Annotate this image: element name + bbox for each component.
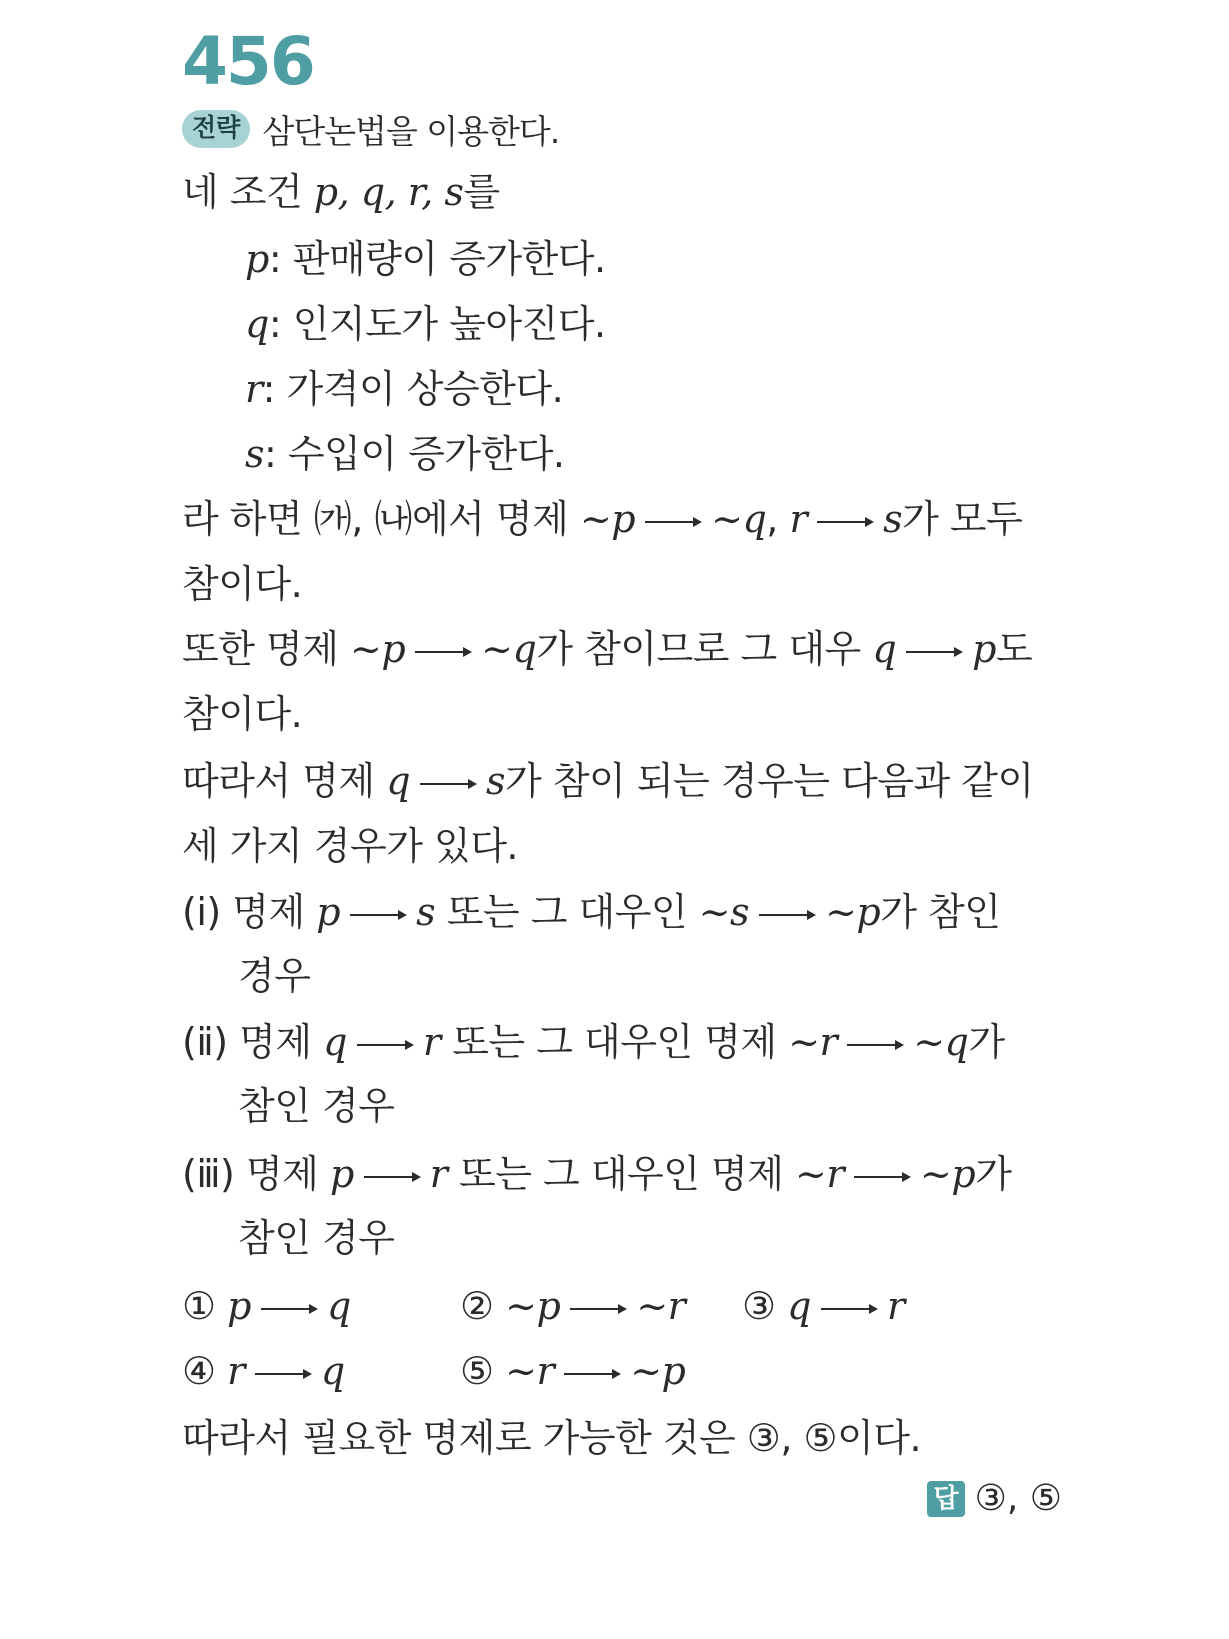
text: 가 [975, 1152, 1012, 1196]
text: 가 참이 되는 경우는 다음과 같이 [505, 759, 1034, 803]
problem-number: 456 [182, 23, 314, 100]
math-var: ~r [788, 1020, 838, 1064]
choice-mark: ② [460, 1284, 494, 1328]
math-var: ~q [913, 1020, 969, 1064]
text: 명제 [227, 1020, 324, 1064]
intro-suffix: 를 [463, 170, 500, 214]
para3-line2: 세 가지 경우가 있다. [182, 824, 518, 868]
choice-mark: ④ [182, 1349, 216, 1393]
text: 가 모두 [902, 497, 1023, 541]
math-var: r [887, 1284, 905, 1328]
case-2-line2: 참인 경우 [238, 1084, 395, 1128]
condition-var: r [245, 367, 263, 411]
case-label: (ⅲ) [182, 1152, 235, 1196]
text: 가 참이므로 그 대우 [536, 627, 873, 671]
right-arrow-icon [355, 1035, 415, 1055]
condition-text: : 수입이 증가한다. [264, 432, 565, 476]
strategy-row [182, 104, 1062, 154]
math-var: ~p [350, 627, 406, 671]
math-var: r [227, 1349, 245, 1393]
right-arrow-icon [568, 1299, 628, 1319]
intro-line [182, 168, 500, 216]
math-var: q [327, 1284, 351, 1328]
right-arrow-icon [643, 512, 703, 532]
math-var: ~p [825, 890, 881, 934]
right-arrow-icon [562, 1364, 622, 1384]
condition-r [245, 365, 563, 413]
math-var: p [316, 890, 341, 934]
strategy-badge: 전략 [182, 110, 250, 148]
math-var: ~q [481, 627, 537, 671]
para1-line1 [182, 495, 1022, 543]
math-var: ~p [579, 497, 636, 541]
text: 가 참인 [880, 890, 1001, 934]
math-var: ~p [920, 1152, 976, 1196]
condition-q [245, 300, 606, 348]
right-arrow-icon [757, 905, 817, 925]
choice-3 [742, 1282, 905, 1330]
text: , [766, 497, 790, 541]
condition-text: : 인지도가 높아진다. [268, 302, 606, 346]
text: 또는 그 대우인 [435, 890, 699, 934]
condition-p [245, 235, 606, 283]
math-var: q [386, 759, 411, 803]
math-var: ~p [505, 1284, 561, 1328]
strategy-text: 삼단논법을 이용한다. [262, 111, 560, 151]
para1-line2: 참이다. [182, 562, 303, 606]
right-arrow-icon [418, 774, 478, 794]
right-arrow-icon [362, 1167, 422, 1187]
case-label: (ⅰ) [182, 890, 221, 934]
math-var: q [320, 1349, 345, 1393]
condition-text: : 판매량이 증가한다. [268, 237, 606, 281]
math-var: p [329, 1152, 354, 1196]
choice-4 [182, 1347, 345, 1395]
math-var: q [872, 627, 897, 671]
math-var: q [323, 1020, 347, 1064]
text: 라 하면 ㈎, ㈏에서 명제 [182, 497, 580, 541]
case-1-line1 [182, 888, 1000, 936]
text: 또는 그 대우인 명제 [447, 1152, 796, 1196]
right-arrow-icon [819, 1299, 879, 1319]
text: 또는 그 대우인 명제 [440, 1020, 789, 1064]
math-var: ~r [636, 1284, 686, 1328]
text: 따라서 명제 [182, 759, 387, 803]
answer-row [927, 1478, 1062, 1519]
math-var: p [227, 1284, 251, 1328]
para3-line1 [182, 757, 1034, 805]
case-3-line1 [182, 1150, 1011, 1198]
right-arrow-icon [852, 1167, 912, 1187]
answer-badge: 답 [927, 1481, 964, 1517]
right-arrow-icon [904, 642, 964, 662]
right-arrow-icon [253, 1364, 313, 1384]
text: 도 [995, 627, 1033, 671]
choice-mark: ① [182, 1284, 216, 1328]
para2-line2: 참이다. [182, 692, 303, 736]
math-var: q [787, 1284, 811, 1328]
choice-5 [460, 1347, 685, 1395]
choice-mark: ⑤ [460, 1349, 494, 1393]
case-label: (ⅱ) [182, 1020, 228, 1064]
right-arrow-icon [845, 1035, 905, 1055]
condition-var: s [245, 432, 265, 476]
condition-s [245, 430, 565, 478]
case-1-line2: 경우 [238, 954, 311, 998]
para2-line1 [182, 625, 1032, 673]
case-2-line1 [182, 1018, 1005, 1066]
right-arrow-icon [815, 512, 875, 532]
condition-var: q [245, 302, 269, 346]
condition-var: p [245, 237, 269, 281]
right-arrow-icon [259, 1299, 319, 1319]
intro-vars: p, q, r, s [313, 170, 464, 214]
math-var: ~s [698, 890, 750, 934]
text: 가 [968, 1020, 1005, 1064]
math-var: ~r [505, 1349, 555, 1393]
choice-mark: ③ [742, 1284, 776, 1328]
text: 또한 명제 [182, 627, 350, 671]
case-3-line2: 참인 경우 [238, 1216, 395, 1260]
math-var: r [789, 497, 808, 541]
text: 명제 [220, 890, 317, 934]
math-var: s [416, 890, 436, 934]
math-var: ~p [630, 1349, 686, 1393]
right-arrow-icon [348, 905, 408, 925]
math-var: p [972, 627, 996, 671]
choice-1 [182, 1282, 351, 1330]
math-var: s [883, 497, 903, 541]
math-var: s [486, 759, 506, 803]
math-var: r [429, 1152, 448, 1196]
answer-text: ③, ⑤ [974, 1478, 1062, 1519]
math-var: r [422, 1020, 441, 1064]
intro-text: 네 조건 [182, 170, 314, 214]
math-var: ~r [795, 1152, 845, 1196]
right-arrow-icon [413, 642, 473, 662]
solution-page [182, 22, 1062, 154]
text: 명제 [234, 1152, 330, 1196]
conclusion: 따라서 필요한 명제로 가능한 것은 ③, ⑤이다. [182, 1416, 922, 1460]
condition-text: : 가격이 상승한다. [262, 367, 564, 411]
math-var: ~q [711, 497, 767, 541]
choice-2 [460, 1282, 685, 1330]
